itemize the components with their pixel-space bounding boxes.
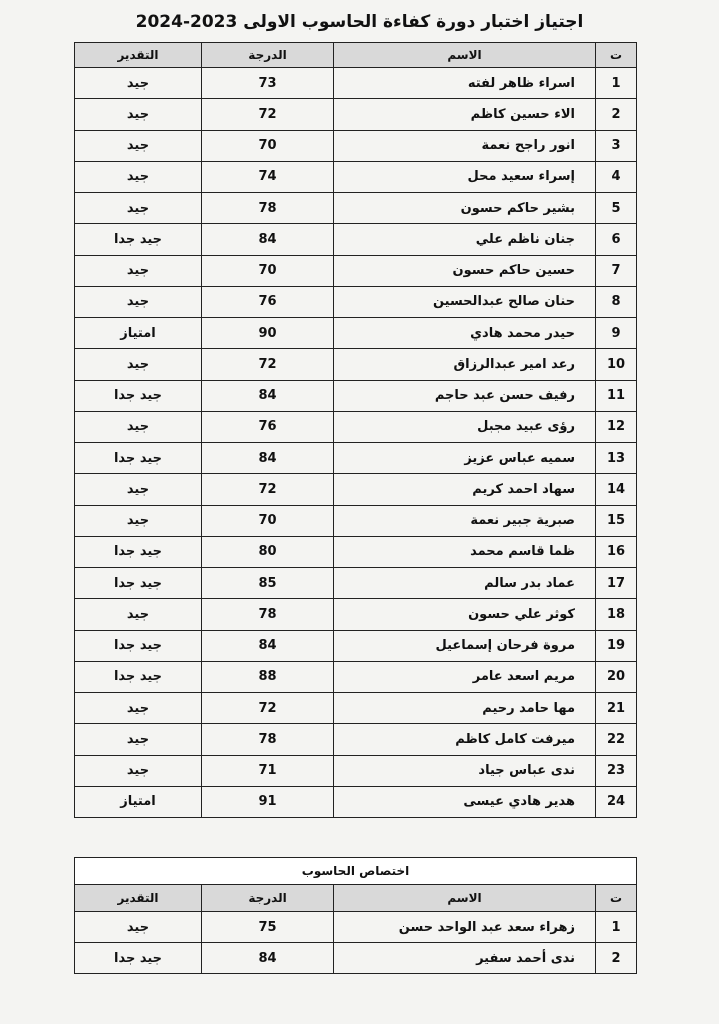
score-value: 70 <box>202 255 334 286</box>
grade-value: جيد <box>75 693 202 724</box>
score-value: 72 <box>202 474 334 505</box>
table-row <box>75 161 637 192</box>
table-row <box>75 443 637 474</box>
grade-value: جيد <box>75 255 202 286</box>
grade-value: جيد <box>75 912 202 943</box>
student-name: جنان ناظم علي <box>334 224 596 255</box>
grade-value: جيد <box>75 193 202 224</box>
grade-value: جيد جدا <box>75 443 202 474</box>
student-name: ندى عباس جياد <box>334 755 596 786</box>
row-number: 17 <box>596 568 637 599</box>
header-grade: التقدير <box>75 885 202 912</box>
header-grade: التقدير <box>75 43 202 68</box>
section-title: اختصاص الحاسوب <box>75 858 637 885</box>
student-name: رعد امير عبدالرزاق <box>334 349 596 380</box>
score-value: 84 <box>202 224 334 255</box>
row-number: 23 <box>596 755 637 786</box>
table-row <box>75 755 637 786</box>
score-value: 84 <box>202 943 334 974</box>
page-title: اجتياز اختبار دورة كفاءة الحاسوب الاولى 2023-2024 <box>135 12 584 32</box>
table-row <box>75 318 637 349</box>
score-value: 76 <box>202 411 334 442</box>
row-number: 2 <box>596 943 637 974</box>
student-name: انور راجح نعمة <box>334 130 596 161</box>
row-number: 9 <box>596 318 637 349</box>
score-value: 70 <box>202 505 334 536</box>
student-name: اسراء ظاهر لفته <box>334 68 596 99</box>
row-number: 15 <box>596 505 637 536</box>
header-score: الدرجة <box>202 885 334 912</box>
header-score: الدرجة <box>202 43 334 68</box>
student-name: رؤى عبيد مجبل <box>334 411 596 442</box>
score-value: 85 <box>202 568 334 599</box>
row-number: 3 <box>596 130 637 161</box>
student-name: رفيف حسن عبد حاجم <box>334 380 596 411</box>
row-number: 12 <box>596 411 637 442</box>
score-value: 88 <box>202 661 334 692</box>
row-number: 16 <box>596 536 637 567</box>
grade-value: جيد جدا <box>75 568 202 599</box>
table-row <box>75 130 637 161</box>
score-value: 84 <box>202 443 334 474</box>
score-value: 74 <box>202 161 334 192</box>
header-name: الاسم <box>334 43 596 68</box>
grade-value: جيد <box>75 411 202 442</box>
student-name: إسراء سعيد محل <box>334 161 596 192</box>
table-row <box>75 224 637 255</box>
grade-value: جيد <box>75 755 202 786</box>
score-value: 78 <box>202 599 334 630</box>
grade-value: جيد <box>75 505 202 536</box>
student-name: حسين حاكم حسون <box>334 255 596 286</box>
table-row <box>75 630 637 661</box>
score-value: 71 <box>202 755 334 786</box>
header-no: ت <box>596 43 637 68</box>
grade-value: جيد <box>75 286 202 317</box>
score-value: 91 <box>202 786 334 817</box>
student-name: ظما قاسم محمد <box>334 536 596 567</box>
table-row <box>75 568 637 599</box>
student-name: عماد بدر سالم <box>334 568 596 599</box>
table-header-row <box>75 43 637 68</box>
table-row <box>75 693 637 724</box>
grade-value: جيد <box>75 99 202 130</box>
grade-value: جيد جدا <box>75 630 202 661</box>
score-value: 70 <box>202 130 334 161</box>
row-number: 1 <box>596 912 637 943</box>
grade-value: جيد <box>75 68 202 99</box>
score-value: 84 <box>202 380 334 411</box>
table-row <box>75 474 637 505</box>
score-value: 78 <box>202 193 334 224</box>
student-name: حيدر محمد هادي <box>334 318 596 349</box>
table-row <box>75 943 637 974</box>
grade-value: جيد جدا <box>75 536 202 567</box>
grade-value: جيد <box>75 130 202 161</box>
row-number: 2 <box>596 99 637 130</box>
results-table <box>74 42 637 818</box>
table-row <box>75 380 637 411</box>
score-value: 72 <box>202 349 334 380</box>
row-number: 8 <box>596 286 637 317</box>
grade-value: جيد جدا <box>75 224 202 255</box>
row-number: 11 <box>596 380 637 411</box>
table-row <box>75 661 637 692</box>
row-number: 14 <box>596 474 637 505</box>
grade-value: امتياز <box>75 318 202 349</box>
table-row <box>75 193 637 224</box>
row-number: 10 <box>596 349 637 380</box>
table-row <box>75 411 637 442</box>
row-number: 21 <box>596 693 637 724</box>
section-title-row <box>75 858 637 885</box>
specialization-table <box>74 857 637 974</box>
row-number: 19 <box>596 630 637 661</box>
row-number: 4 <box>596 161 637 192</box>
score-value: 90 <box>202 318 334 349</box>
grade-value: جيد <box>75 349 202 380</box>
score-value: 76 <box>202 286 334 317</box>
student-name: ميرفت كامل كاظم <box>334 724 596 755</box>
score-value: 84 <box>202 630 334 661</box>
table-row <box>75 99 637 130</box>
student-name: الاء حسين كاظم <box>334 99 596 130</box>
row-number: 7 <box>596 255 637 286</box>
student-name: حنان صالح عبدالحسين <box>334 286 596 317</box>
row-number: 24 <box>596 786 637 817</box>
score-value: 80 <box>202 536 334 567</box>
row-number: 1 <box>596 68 637 99</box>
student-name: كوثر علي حسون <box>334 599 596 630</box>
student-name: هدير هادي عيسى <box>334 786 596 817</box>
student-name: بشير حاكم حسون <box>334 193 596 224</box>
row-number: 6 <box>596 224 637 255</box>
student-name: سهاد احمد كريم <box>334 474 596 505</box>
grade-value: جيد جدا <box>75 380 202 411</box>
student-name: صبرية جبير نعمة <box>334 505 596 536</box>
score-value: 72 <box>202 99 334 130</box>
table-row <box>75 724 637 755</box>
table-row <box>75 255 637 286</box>
grade-value: جيد <box>75 161 202 192</box>
table-row <box>75 786 637 817</box>
row-number: 13 <box>596 443 637 474</box>
grade-value: جيد <box>75 599 202 630</box>
row-number: 5 <box>596 193 637 224</box>
score-value: 78 <box>202 724 334 755</box>
grade-value: جيد <box>75 474 202 505</box>
header-name: الاسم <box>334 885 596 912</box>
student-name: مها حامد رحيم <box>334 693 596 724</box>
score-value: 73 <box>202 68 334 99</box>
score-value: 72 <box>202 693 334 724</box>
row-number: 22 <box>596 724 637 755</box>
table-row <box>75 349 637 380</box>
student-name: سميه عباس عزيز <box>334 443 596 474</box>
student-name: ندى أحمد سفير <box>334 943 596 974</box>
grade-value: جيد جدا <box>75 661 202 692</box>
table-row <box>75 912 637 943</box>
row-number: 18 <box>596 599 637 630</box>
student-name: زهراء سعد عبد الواحد حسن <box>334 912 596 943</box>
table-row <box>75 68 637 99</box>
row-number: 20 <box>596 661 637 692</box>
grade-value: جيد جدا <box>75 943 202 974</box>
table-row <box>75 536 637 567</box>
table-row <box>75 599 637 630</box>
table-header-row <box>75 885 637 912</box>
grade-value: جيد <box>75 724 202 755</box>
table-row <box>75 505 637 536</box>
grade-value: امتياز <box>75 786 202 817</box>
student-name: مريم اسعد عامر <box>334 661 596 692</box>
student-name: مروة فرحان إسماعيل <box>334 630 596 661</box>
header-no: ت <box>596 885 637 912</box>
table-row <box>75 286 637 317</box>
score-value: 75 <box>202 912 334 943</box>
